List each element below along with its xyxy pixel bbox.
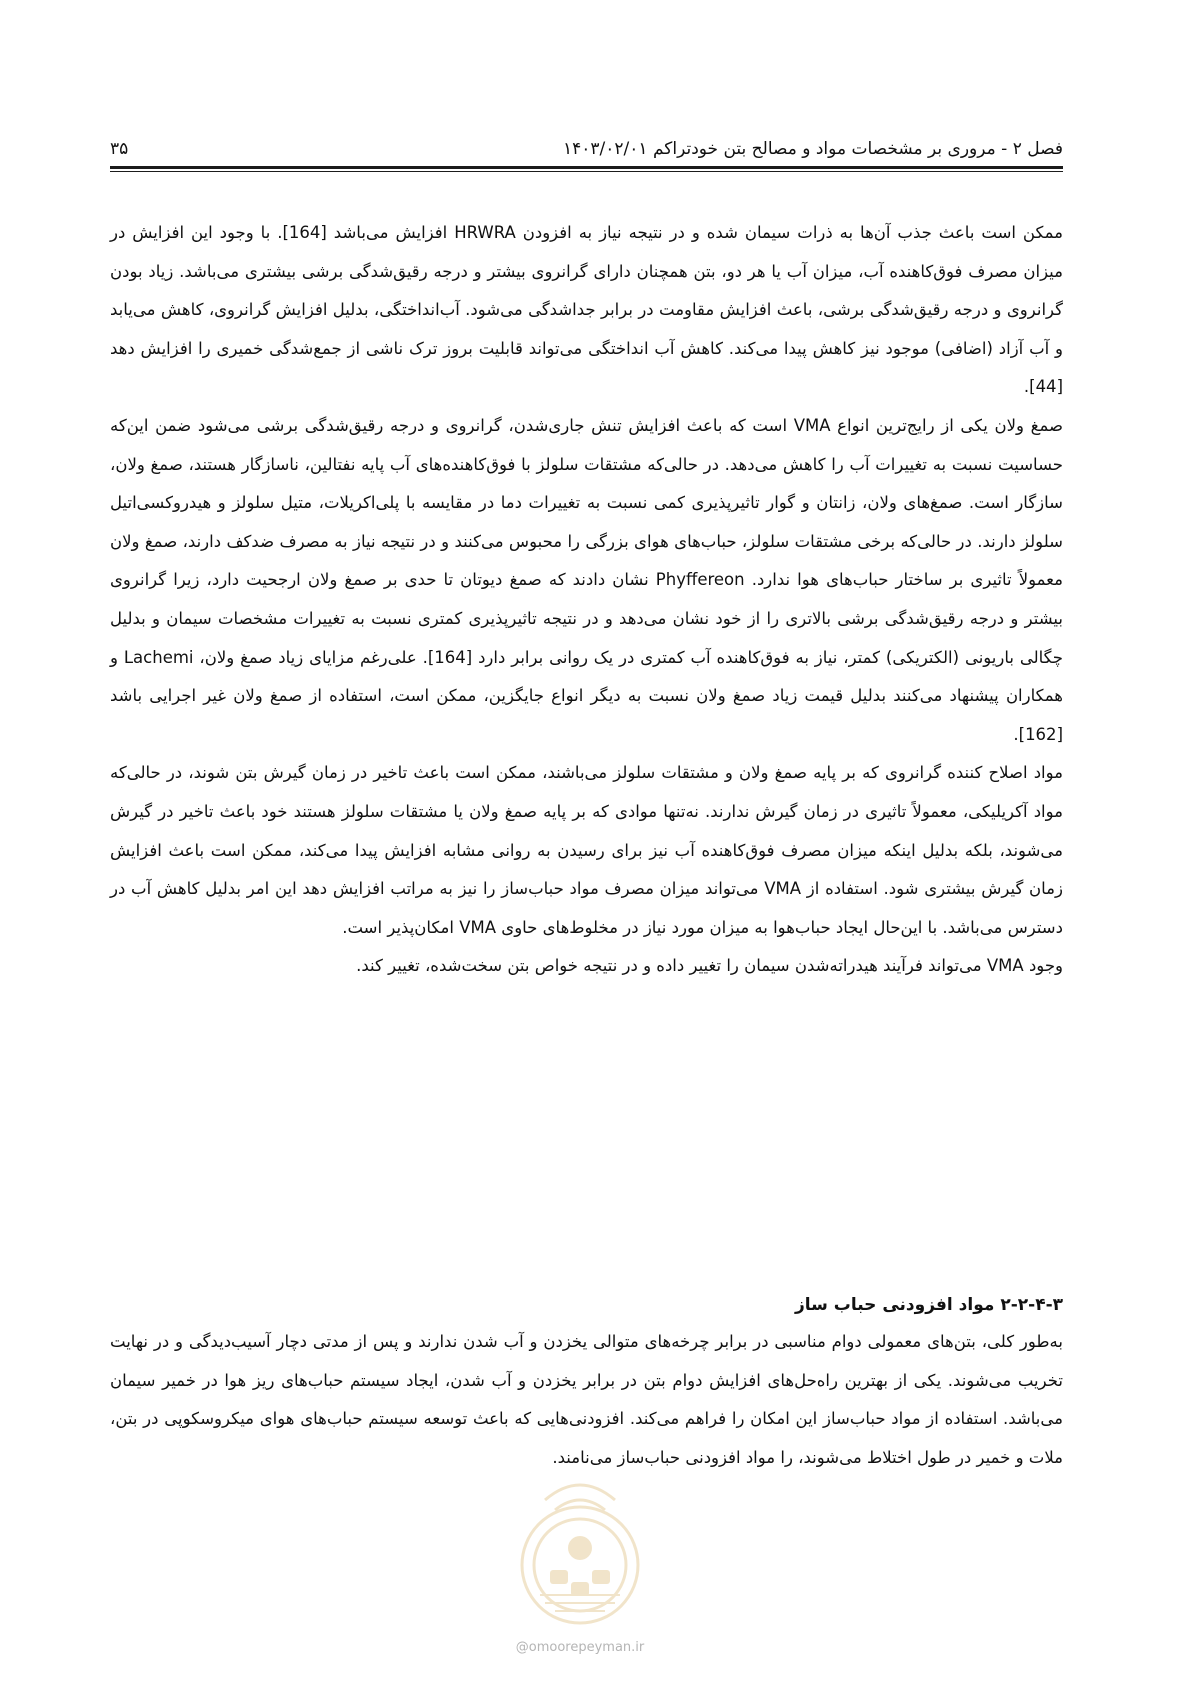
paragraph-2: صمغ ولان یکی از رایج‌ترین انواع VMA است که باعث افزایش تنش جاری‌شدن، گرانروی و درجه رقیق‌شدگی برشی می‌شود ضمن این‌که حساسیت نسبت به تغییرات آب را کاهش می‌دهد. در حالی‌که مشتقات سلولز با فوق‌کاهنده‌های آب پایه نفتالین، ناسازگار هستند، صمغ ولان، سازگار است. صمغ‌های ولان، زانتان و گوار تاثیرپذیری کمی نسبت به تغییرات دما در مقایسه با پلی‌اکریلات، متیل سلولز و هیدروکسی‌اتیل سلولز دارند. در حالی‌که برخی مشتقات سلولز، حباب‌های هوای بزرگی را محبوس می‌کنند و در نتیجه نیاز به مصرف ضدکف دارند، صمغ ولان معمولاً تاثیری بر ساختار حباب‌های هوا ندارد. Phyffereon نشان دادند که صمغ دیوتان تا حدی بر صمغ ولان ارجحیت دارد، زیرا گرانروی بیشتر و درجه رقیق‌شدگی برشی بالاتری را از خود نشان می‌دهد و در نتیجه تاثیرپذیری کمتری نسبت به تغییرات مشخصات سیمان و بدلیل چگالی باریونی (الکتریکی) کمتر، نیاز به فوق‌کاهنده آب کمتری در یک روانی برابر دارد [164]. علی‌رغم مزایای زیاد صمغ ولان، Lachemi و همکاران پیشنهاد می‌کنند بدلیل قیمت زیاد صمغ ولان نسبت به دیگر انواع جایگزین، ممکن است، استفاده از صمغ ولان غیر اجرایی باشد [162]. (110, 415, 1063, 744)
paragraph-1: ممکن است باعث جذب آن‌ها به ذرات سیمان شده و در نتیجه نیاز به افزودن HRWRA افزایش می‌باشد [164]. با وجود این افزایش در میزان مصرف فوق‌کاهنده آب، میزان آب یا هر دو، بتن همچنان دارای گرانروی بیشتر و درجه رقیق‌شدگی برشی بیشتری می‌باشد. زیاد بودن گرانروی و درجه رقیق‌شدگی برشی، باعث افزایش مقاومت در برابر جداشدگی می‌شود. آب‌انداختگی، بدلیل افزایش گرانروی، کاهش می‌یابد و آب آزاد (اضافی) موجود نیز کاهش پیدا می‌کند. کاهش آب انداختگی می‌تواند قابلیت بروز ترک ناشی از جمع‌شدگی خمیری را افزایش دهد [44]. (110, 223, 1063, 397)
header-rule-thick (110, 166, 1063, 169)
paragraph-3: مواد اصلاح کننده گرانروی که بر پایه صمغ ولان و مشتقات سلولز می‌باشند، ممکن است باعث تاخیر در زمان گیرش بتن شوند، در حالی‌که مواد آکریلیکی، معمولاً تاثیری در زمان گیرش ندارند. نه‌تنها موادی که بر پایه صمغ ولان یا مشتقات سلولز هستند خود باعث تاخیر در گیرش می‌شوند، بلکه بدلیل اینکه میزان مصرف فوق‌کاهنده آب نیز برای رسیدن به روانی مشابه افزایش پیدا می‌کند، ممکن است باعث افزایش زمان گیرش بیشتری شود. استفاده از VMA می‌تواند میزان مصرف مواد حباب‌ساز را نیز به مراتب افزایش دهد این امر بدلیل کاهش آب در دسترس می‌باشد. با این‌حال ایجاد حباب‌هوا به میزان مورد نیاز در مخلوط‌های حاوی VMA امکان‌پذیر است. (110, 763, 1063, 937)
section-body (110, 1323, 1063, 1477)
paragraph-4: وجود VMA می‌تواند فرآیند هیدراته‌شدن سیمان را تغییر داده و در نتیجه خواص بتن سخت‌شده، تغییر کند. (356, 956, 1063, 976)
page-header (110, 132, 1063, 166)
chapter-title: فصل ۲ - مروری بر مشخصات مواد و مصالح بتن خودتراکم ۱۴۰۳/۰۲/۰۱ (563, 139, 1063, 159)
watermark-url: @omoorepeyman.ir (515, 1640, 645, 1655)
page-number: ۳۵ (110, 139, 129, 159)
header-rule-thin (110, 171, 1063, 172)
section-paragraph: به‌طور کلی، بتن‌های معمولی دوام مناسبی در برابر چرخه‌های متوالی یخزدن و آب شدن ندارند و پس از مدتی دچار آسیب‌دیدگی و در نهایت تخریب می‌شوند. یکی از بهترین راه‌حل‌های افزایش دوام بتن در برابر یخزدن و آب شدن، ایجاد سیستم حباب‌های ریز هوا در خمیر سیمان می‌باشد. استفاده از مواد حباب‌ساز این امکان را فراهم می‌کند. افزودنی‌هایی که باعث توسعه سیستم حباب‌های هوای میکروسکوپی در بتن، ملات و خمیر در طول اختلاط می‌شوند، را مواد افزودنی حباب‌ساز می‌نامند. (110, 1332, 1063, 1467)
section-heading: ۲-۲-۴-۳ مواد افزودنی حباب ساز (794, 1295, 1063, 1315)
body-text (110, 214, 1063, 986)
watermark-logo-icon (505, 1470, 655, 1635)
